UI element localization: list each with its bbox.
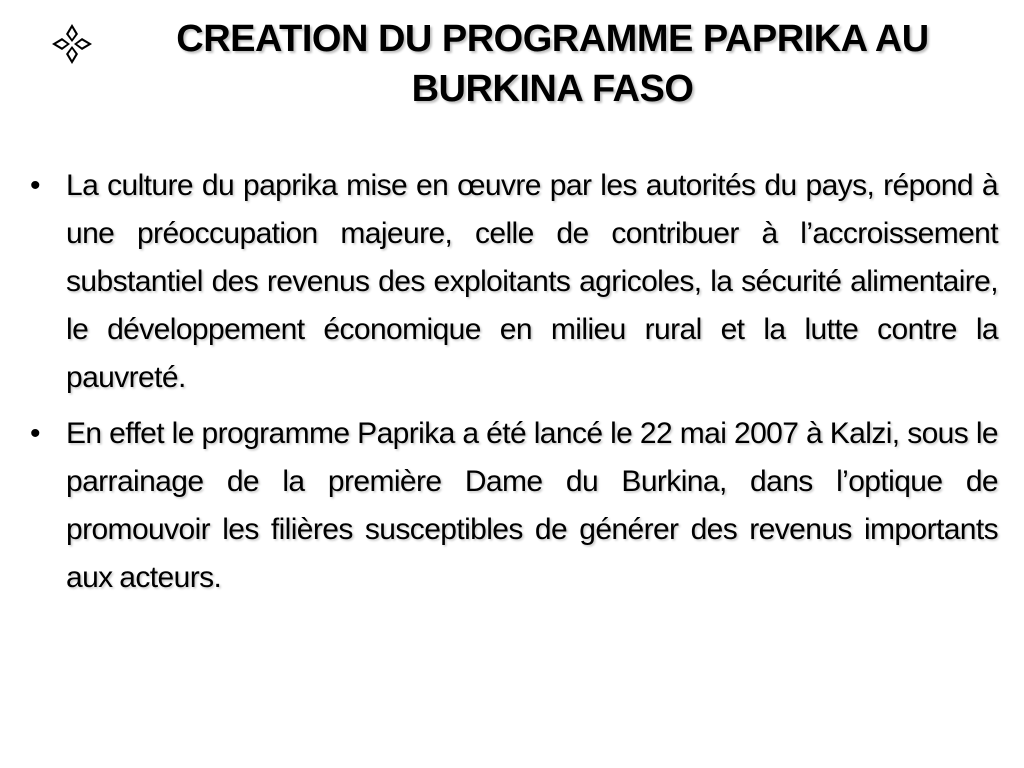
slide-title: CREATION DU PROGRAMME PAPRIKA AU BURKINA FASO [176,18,929,110]
bullet-text: La culture du paprika mise en œuvre par les autorités du pays, répond à une préoccupation majeure, celle de contribuer à l’accroissement substantiel des revenus des exploitants agricoles, la sécurité alimentaire, le développement économique en milieu rural et la lutte contre la pauvreté. [66,169,998,394]
bullet-marker: • [30,169,41,202]
four-diamond-ornament-icon [50,22,94,66]
title-area [30,8,1005,126]
bullet-marker: • [30,417,41,450]
bullet-list [26,162,998,610]
bullet-item [26,162,998,402]
bullet-text: En effet le programme Paprika a été lancé le 22 mai 2007 à Kalzi, sous le parrainage de la première Dame du Burkina, dans l’optique de promouvoir les filières susceptibles de générer des revenus importants aux acteurs. [66,417,998,594]
bullet-item [26,410,998,602]
